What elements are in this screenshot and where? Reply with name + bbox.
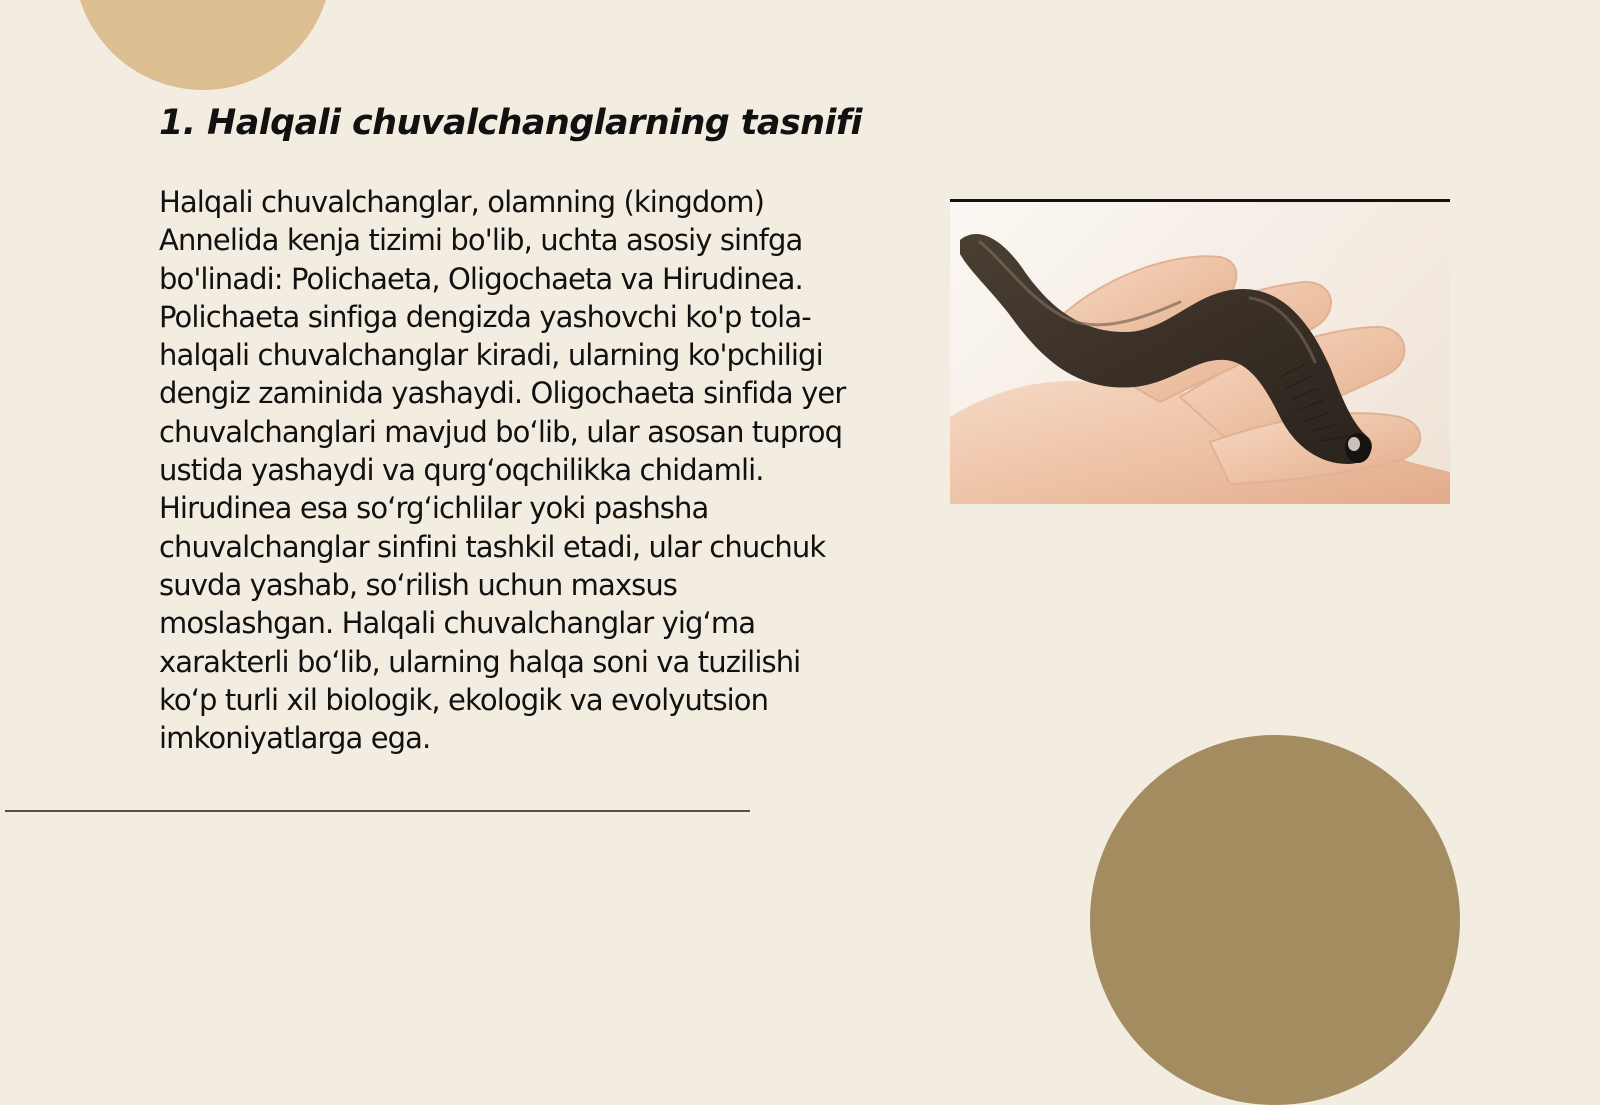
leech-on-hand-icon [950,202,1450,504]
bottom-divider [5,810,750,812]
decorative-circle-bottom [1090,735,1460,1105]
leech-photo [950,199,1450,504]
slide-title: 1. Halqali chuvalchanglarning tasnifi [159,103,862,143]
decorative-circle-top [74,0,332,90]
slide-body-text: Halqali chuvalchanglar, olamning (kingdom) Annelida kenja tizimi bo'lib, uchta asosiy sinfga bo'linadi: Polichaeta, Oligochaeta va Hirudinea. Polichaeta sinfiga dengizda yashovchi ko'p tola-halqali chuvalchanglar kiradi, ularning ko'pchiligi dengiz zaminida yashaydi. Oligochaeta sinfida yer chuvalchanglari mavjud bo‘lib, ular asosan tuproq ustida yashaydi va qurg‘oqchilikka chidamli. Hirudinea esa so‘rg‘ichlilar yoki pashsha chuvalchanglar sinfini tashkil etadi, ular chuchuk suvda yashab, so‘rilish uchun maxsus moslashgan. Halqali chuvalchanglar yig‘ma xarakterli bo‘lib, ularning halqa soni va tuzilishi ko‘p turli xil biologik, ekologik va evolyutsion imkoniyatlarga ega. [159,185,846,756]
